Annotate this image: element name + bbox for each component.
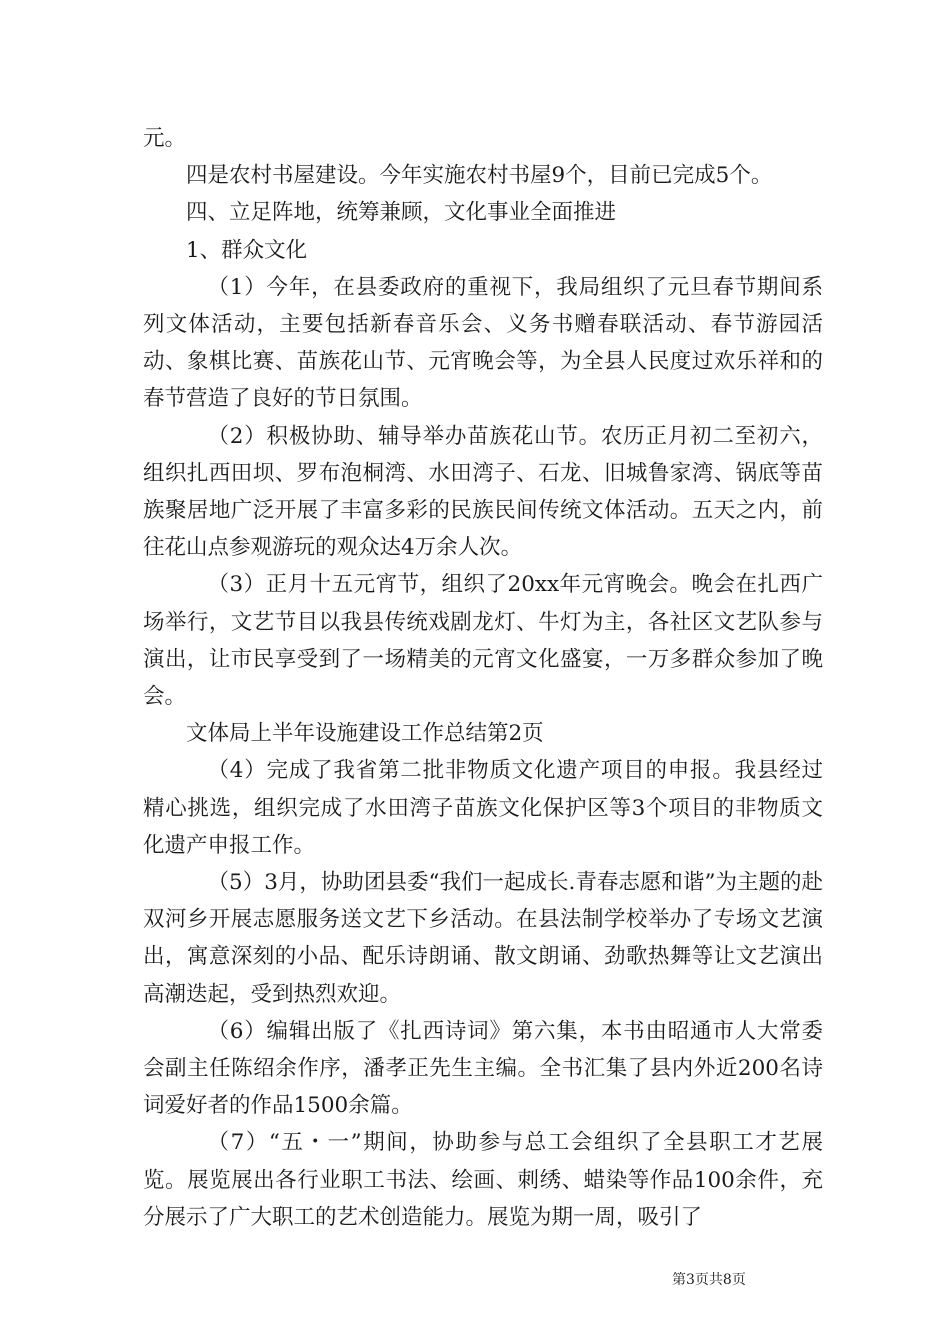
- section-heading-four: 四、立足阵地，统筹兼顾，文化事业全面推进: [186, 200, 617, 226]
- paragraph-item-4: （4）完成了我省第二批非物质文化遗产项目的申报。我县经过精心挑选，组织完成了水田湾子苗族文化保护区等3个项目的非物质文化遗产申报工作。: [143, 758, 823, 858]
- paragraph-item-5: （5）3月，协助团县委“我们一起成长.青春志愿和谐”为主题的赴双河乡开展志愿服务送文艺下乡活动。在县法制学校举办了专场文艺演出，寓意深刻的小品、配乐诗朗诵、散文朗诵、劲歌热舞等让文艺演出高潮迭起，受到热烈欢迎。: [143, 870, 823, 1007]
- paragraph-item-7: （7）“五・一”期间，协助参与总工会组织了全县职工才艺展览。展览展出各行业职工书法、绘画、刺绣、蜡染等作品100余件，充分展示了广大职工的艺术创造能力。展览为期一周，吸引了: [143, 1130, 823, 1230]
- paragraph-item-6: （6）编辑出版了《扎西诗词》第六集，本书由昭通市人大常委会副主任陈绍余作序，潘孝正先生主编。全书汇集了县内外近200名诗词爱好者的作品1500余篇。: [143, 1018, 823, 1119]
- page-marker-line: 文体局上半年设施建设工作总结第2页: [186, 721, 544, 747]
- paragraph-item-2: （2）积极协助、辅导举办苗族花山节。农历正月初二至初六，组织扎西田坝、罗布泡桐湾、水田湾子、石龙、旧城鲁家湾、锅底等苗族聚居地广泛开展了丰富多彩的民族民间传统文体活动。五天之内，前往花山点参观游玩的观众达4万余人次。: [143, 423, 823, 561]
- subheading-mass-culture: 1、群众文化: [186, 237, 308, 263]
- document-body: [143, 120, 823, 1236]
- paragraph-item-3: （3）正月十五元宵节，组织了20xx年元宵晚会。晚会在扎西广场举行，文艺节目以我县传统戏剧龙灯、牛灯为主，各社区文艺队参与演出，让市民享受到了一场精美的元宵文化盛宴，一万多群众参加了晚会。: [143, 572, 823, 710]
- paragraph-rural-library: 四是农村书屋建设。今年实施农村书屋9个，目前已完成5个。: [186, 163, 773, 189]
- page-number-footer: 第3页共8页: [672, 1272, 746, 1288]
- paragraph-item-1: （1）今年，在县委政府的重视下，我局组织了元旦春节期间系列文体活动，主要包括新春音乐会、义务书赠春联活动、春节游园活动、象棋比赛、苗族花山节、元宵晚会等，为全县人民度过欢乐祥和的春节营造了良好的节日氛围。: [143, 274, 823, 412]
- paragraph-continuation: 元。: [143, 126, 187, 151]
